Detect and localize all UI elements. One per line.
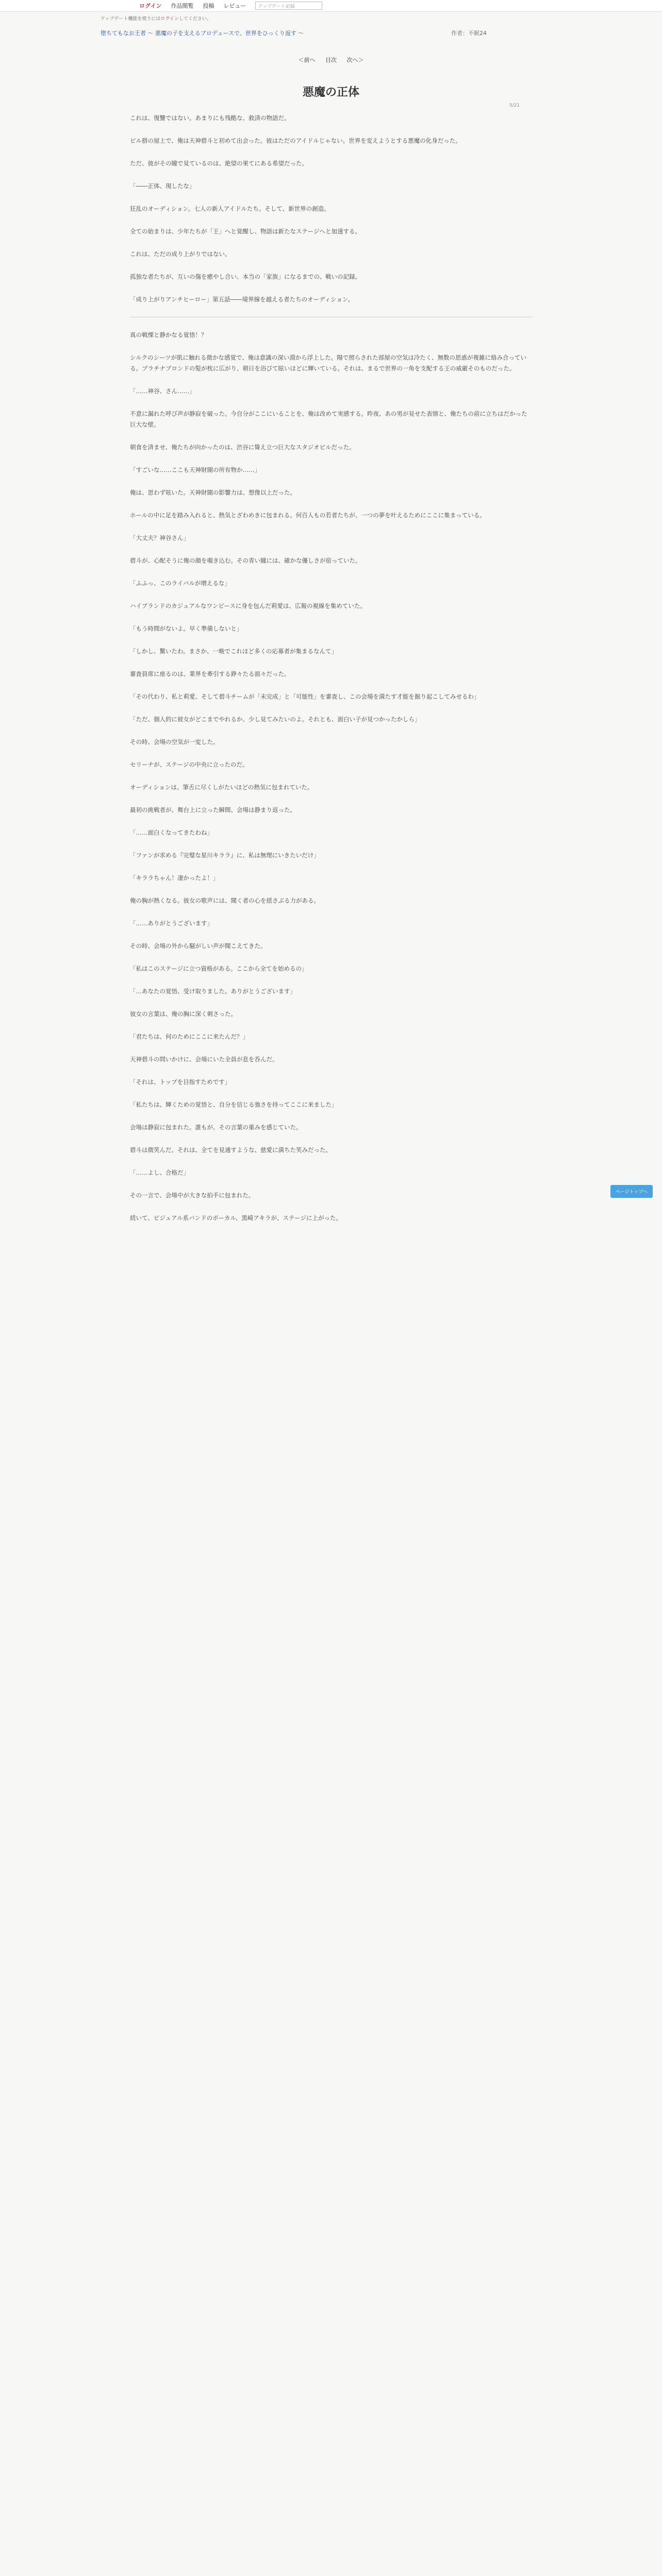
body-paragraph: その時、会場の空気が一変した。 bbox=[130, 738, 219, 745]
chapter-title: 悪魔の正体 bbox=[302, 86, 359, 99]
prev-chapter-link[interactable]: ＜前へ bbox=[298, 57, 316, 63]
body-paragraph: 「もう時間がないよ。早く準備しないと」 bbox=[130, 625, 243, 632]
body-paragraph: オーディションは、筆舌に尽くしがたいほどの熱気に包まれていた。 bbox=[130, 784, 313, 791]
body-paragraph: 「……神谷、さん……」 bbox=[130, 387, 195, 395]
body-paragraph: 孤独な者たちが、互いの傷を癒やし合い、本当の「家族」になるまでの、戦いの記録。 bbox=[130, 273, 361, 280]
body-paragraph: 碧斗は微笑んだ。それは、全てを見通すような、慈愛に満ちた笑みだった。 bbox=[130, 1146, 332, 1154]
body-paragraph: 「すごいな……ここも天神財閥の所有物か……」 bbox=[130, 466, 260, 473]
body-paragraph: これは、復讐ではない。あまりにも残酷な、救済の物語だ。 bbox=[130, 114, 290, 122]
body-paragraph: ホールの中に足を踏み入れると、熱気とざわめきに包まれる。何百人もの若者たちが、一つの夢を叶えるためにここに集まっている。 bbox=[130, 512, 486, 519]
body-paragraph: 「ふふっ、このライバルが増えるな」 bbox=[130, 580, 230, 587]
body-paragraph: 「大丈夫？神谷さん」 bbox=[130, 534, 189, 541]
page-number: 5/21 bbox=[509, 103, 520, 108]
body-paragraph: ハイブランドのカジュアルなワンピースに身を包んだ莉愛は、広報の視線を集めていた。 bbox=[130, 602, 366, 609]
body-paragraph: 「ファンが求める『完璧な星川キララ』に、私は無理にいきたいだけ」 bbox=[130, 852, 320, 859]
top-navigation-bar bbox=[0, 0, 662, 12]
body-paragraph: ただ、彼がその瞳で見ているのは、絶望の果てにある希望だった。 bbox=[130, 160, 308, 167]
body-paragraph: 「キララちゃん！凄かったよ！」 bbox=[130, 874, 219, 882]
body-paragraph: 全ての始まりは、少年たちが「王」へと覚醒し、物語は新たなステージへと加速する。 bbox=[130, 228, 361, 235]
body-paragraph: 「……面白くなってきたわね」 bbox=[130, 829, 213, 836]
body-paragraph: その一言で、会場中が大きな拍手に包まれた。 bbox=[130, 1192, 255, 1199]
breadcrumb bbox=[0, 22, 662, 37]
body-paragraph: ビル群の屋上で、俺は天神碧斗と初めて出会った。彼はただのアイドルじゃない。世界を変えようとする悪魔の化身だった。 bbox=[130, 137, 461, 144]
body-paragraph: 真の戦慄と静かなる覚悟！？ bbox=[130, 331, 207, 338]
body-paragraph: 「成り上がりアンチヒーロー」第五話――境界線を越える者たちのオーディション。 bbox=[130, 296, 354, 303]
body-paragraph: セリーナが、ステージの中央に立ったのだ。 bbox=[130, 761, 249, 768]
login-link[interactable]: ログイン bbox=[139, 3, 162, 9]
body-paragraph: 「しかし、驚いたわ。まさか、一晩でこれほど多くの応募者が集まるなんて」 bbox=[130, 648, 338, 655]
body-paragraph: 「…あなたの覚悟、受け取りました。ありがとうございます」 bbox=[130, 988, 296, 995]
body-paragraph: 「君たちは、何のためにここに来たんだ？」 bbox=[130, 1033, 249, 1040]
search-input[interactable]: アップデート記録 bbox=[255, 2, 322, 10]
next-chapter-link[interactable]: 次へ＞ bbox=[346, 57, 364, 63]
page-top-button[interactable]: ページトップへ bbox=[610, 1185, 653, 1198]
notice-login-link[interactable]: ログイン bbox=[160, 16, 179, 22]
work-title-link[interactable]: 堕ちてもなお王者 ～ 悪魔の子を支えるプロデュースで、世界をひっくり返す ～ bbox=[101, 30, 304, 37]
body-paragraph: 碧斗が、心配そうに俺の顔を覗き込む。その青い瞳には、確かな優しさが宿っていた。 bbox=[130, 557, 361, 564]
body-paragraph: 会場は静寂に包まれた。誰もが、その言葉の重みを感じていた。 bbox=[130, 1124, 302, 1131]
chapter-body bbox=[130, 113, 532, 1224]
body-paragraph: 俺の胸が熱くなる。彼女の歌声には、聞く者の心を揺さぶる力がある。 bbox=[130, 897, 320, 904]
notice-text-before: アップデート機能を使うには bbox=[101, 16, 161, 22]
nav-post-link[interactable]: 投稿 bbox=[203, 3, 214, 9]
login-notice bbox=[0, 12, 662, 22]
body-paragraph: 不意に漏れた呼び声が静寂を破った。今自分がここにいることを、俺は改めて実感する。昨夜、あの男が見せた表情と、俺たちの前に立ちはだかった巨大な壁。 bbox=[130, 410, 527, 428]
body-paragraph: 狂乱のオーディション。七人の新人アイドルたち。そして、新世界の創造。 bbox=[130, 205, 330, 212]
body-paragraph: 朝食を済ませ、俺たちが向かったのは、渋谷に聳え立つ巨大なスタジオビルだった。 bbox=[130, 444, 355, 451]
body-paragraph: 「それは、トップを目指すためです」 bbox=[130, 1078, 231, 1086]
chapter-pager bbox=[0, 56, 662, 64]
body-paragraph: 俺は、思わず呟いた。天神財閥の影響力は、想像以上だった。 bbox=[130, 489, 296, 496]
body-paragraph: 「その代わり、私と莉愛、そして碧斗チームが「未完成」と「可能性」を審査し、この会場を満たす才能を掘り起こしてみせるわ」 bbox=[130, 693, 480, 700]
body-paragraph: これは、ただの成り上がりではない。 bbox=[130, 250, 231, 258]
nav-review-link[interactable]: レビュー bbox=[223, 3, 246, 9]
body-paragraph: 「私たちは、輝くための覚悟と、自分を信じる強さを持ってここに来ました」 bbox=[130, 1101, 338, 1108]
body-paragraph: 「……よし、合格だ」 bbox=[130, 1169, 189, 1176]
body-paragraph: 「私はこのステージに立つ資格がある。ここから全てを始めるの」 bbox=[130, 965, 308, 972]
body-paragraph: その時、会場の外から騒がしい声が聞こえてきた。 bbox=[130, 942, 267, 950]
author-name[interactable]: 作者：不眠24 bbox=[451, 30, 487, 37]
toc-link[interactable]: 目次 bbox=[325, 57, 337, 63]
body-paragraph: 「ただ、個人的に彼女がどこまでやれるか、少し見てみたいのよ。それとも、面白い子が見つかったかしら」 bbox=[130, 716, 421, 723]
notice-text-after: してください。 bbox=[178, 16, 211, 22]
body-paragraph: 彼女の言葉は、俺の胸に深く刺さった。 bbox=[130, 1010, 237, 1018]
nav-browse-link[interactable]: 作品閲覧 bbox=[171, 3, 194, 9]
body-paragraph: 最初の挑戦者が、舞台上に立った瞬間、会場は静まり返った。 bbox=[130, 806, 296, 814]
body-paragraph: 「……ありがとうございます」 bbox=[130, 920, 213, 927]
body-paragraph: 「――正体、現したな」 bbox=[130, 182, 195, 190]
body-paragraph: 続いて、ビジュアル系バンドのボーカル、黒崎アキラが、ステージに上がった。 bbox=[130, 1214, 342, 1222]
body-paragraph: シルクのシーツが肌に触れる微かな感覚で、俺は意識の深い淵から浮上した。陽で照らされた部屋の空気は冷たく、無数の思惑が複雑に絡み合っている。プラチナブロンドの髪が枕に広がり、朝日を浴びて眩いほどに輝いている。それは、まるで世界の一角を支配する王の威厳そのものだった。 bbox=[130, 354, 527, 372]
body-paragraph: 天神碧斗の問いかけに、会場にいた全員が息を呑んだ。 bbox=[130, 1056, 278, 1063]
body-paragraph: 審査員席に座るのは、業界を牽引する錚々たる面々だった。 bbox=[130, 670, 290, 677]
